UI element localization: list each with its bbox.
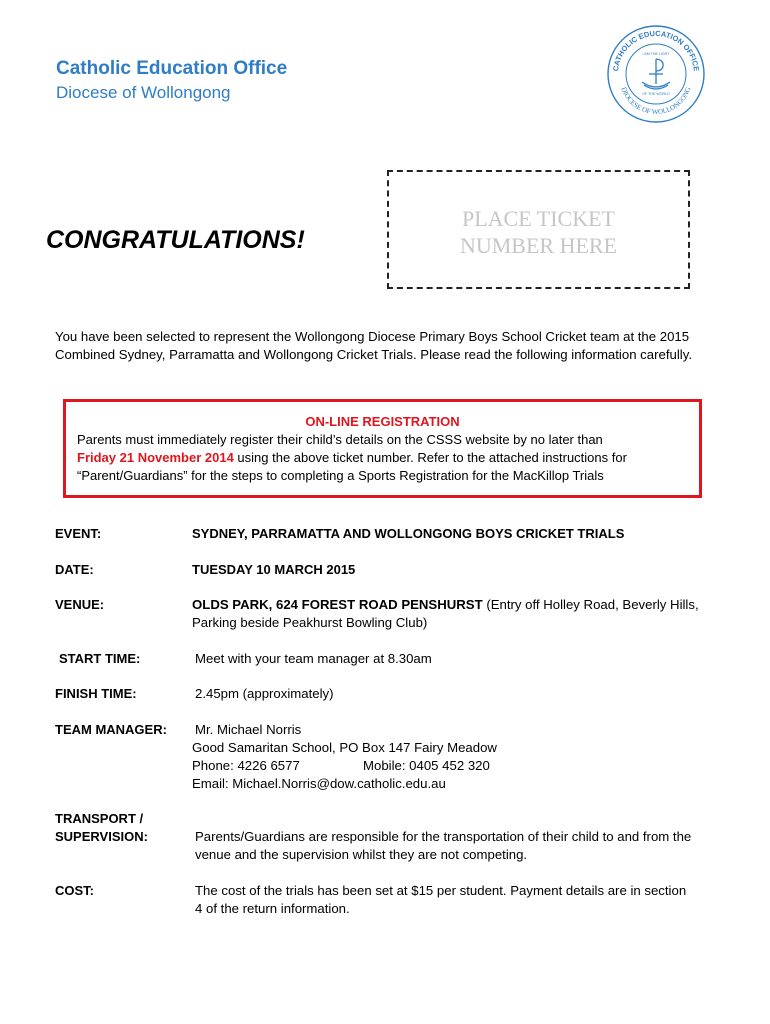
team-manager-phone: Phone: 4226 6577	[192, 758, 300, 773]
date-label: DATE:	[55, 562, 94, 577]
org-name: Catholic Education Office	[56, 58, 288, 79]
date-value: TUESDAY 10 MARCH 2015	[192, 562, 356, 577]
start-time-label: START TIME:	[59, 651, 141, 666]
registration-deadline: Friday 21 November 2014	[77, 450, 234, 465]
ticket-placeholder-text	[389, 205, 688, 259]
venue-details: (Entry off Holley Road, Beverly Hills, Parking beside Peakhurst Bowling Club)	[192, 597, 699, 630]
venue-label: VENUE:	[55, 597, 105, 612]
registration-notice	[63, 399, 702, 498]
ticket-number-box	[387, 170, 690, 289]
seal-bottom-text: DIOCESE OF WOLLONGONG	[619, 85, 693, 117]
event-value: SYDNEY, PARRAMATTA AND WOLLONGONG BOYS CRICKET TRIALS	[192, 526, 625, 541]
diocese-seal-logo	[606, 24, 706, 124]
venue-value	[192, 596, 712, 632]
congratulations-heading: CONGRATULATIONS!	[46, 226, 305, 254]
team-manager-email: Email: Michael.Norris@dow.catholic.edu.au	[192, 776, 446, 791]
team-manager-mobile: Mobile: 0405 452 320	[363, 758, 490, 773]
registration-text-2: using the above ticket number. Refer to the attached instructions for “Parent/Guardians” for the steps to completing a Sports Registration for the MacKillop Trials	[77, 450, 627, 483]
ticket-line-1: PLACE TICKET	[462, 206, 615, 231]
seal-motto-top: I AM THE LIGHT	[642, 52, 670, 56]
team-manager-label: TEAM MANAGER:	[55, 722, 167, 737]
finish-time-value: 2.45pm (approximately)	[195, 686, 334, 701]
team-manager-school: Good Samaritan School, PO Box 147 Fairy Meadow	[192, 740, 497, 755]
venue-address: OLDS PARK, 624 FOREST ROAD PENSHURST	[192, 597, 483, 612]
intro-paragraph: You have been selected to represent the Wollongong Diocese Primary Boys School Cricket team at the 2015 Combined Sydney, Parramatta and Wollongong Cricket Trials. Please read the following information carefully.	[55, 329, 692, 362]
org-subtitle: Diocese of Wollongong	[56, 83, 231, 102]
registration-text	[77, 431, 697, 485]
transport-label: TRANSPORT /	[55, 811, 144, 826]
transport-value: Parents/Guardians are responsible for the transportation of their child to and from the venue and the supervision whilst they are not competing.	[195, 829, 692, 862]
registration-title: ON-LINE REGISTRATION	[305, 414, 460, 429]
team-manager-name: Mr. Michael Norris	[195, 722, 302, 737]
chi-rho-boat-icon	[642, 59, 670, 89]
supervision-label: SUPERVISION:	[55, 829, 148, 844]
start-time-value: Meet with your team manager at 8.30am	[195, 651, 432, 666]
cost-label: COST:	[55, 883, 94, 898]
seal-motto-bottom: OF THE WORLD	[642, 92, 670, 96]
registration-text-1: Parents must immediately register their child’s details on the CSSS website by no later than	[77, 432, 603, 447]
seal-outer-text: CATHOLIC EDUCATION OFFICE	[611, 28, 701, 72]
cost-value: The cost of the trials has been set at $15 per student. Payment details are in section 4 of the return information.	[195, 883, 687, 916]
ticket-line-2: NUMBER HERE	[459, 233, 618, 258]
event-label: EVENT:	[55, 526, 102, 541]
finish-time-label: FINISH TIME:	[55, 686, 137, 701]
